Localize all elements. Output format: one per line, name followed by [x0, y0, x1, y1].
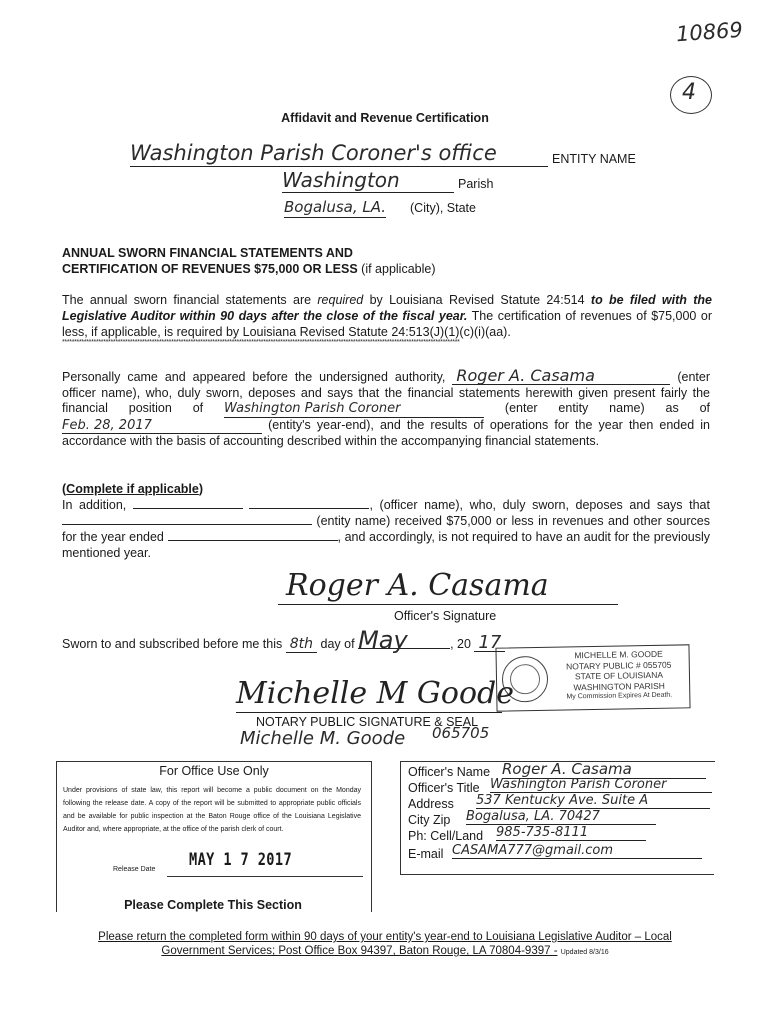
release-date-line — [167, 876, 363, 877]
office-use-title: For Office Use Only — [159, 764, 269, 778]
officer-blank-1[interactable] — [133, 508, 243, 509]
complete-d: sources for the year ended — [62, 514, 710, 544]
section-heading — [62, 245, 722, 277]
affidavit-b: (enter officer name), who, duly sworn, deposes and says that the financial statements herewith given present fairly the financial position of — [62, 370, 710, 415]
officer-blank-2[interactable] — [249, 508, 369, 509]
footer-line2: Government Services; Post Office Box 94397, Baton Rouge, LA 70804-9397 - — [161, 945, 558, 957]
affidavit-a: Personally came and appeared before the undersigned authority, — [62, 370, 446, 384]
sworn-day: 8th — [286, 636, 317, 653]
officer-title-label: Officer's Title — [408, 781, 480, 795]
phone-label: Ph: Cell/Land — [408, 829, 484, 843]
entity-name-affidavit-value: Washington Parish Coroner — [224, 401, 484, 418]
circled-number-text: 4 — [682, 80, 696, 105]
complete-if-applicable — [62, 481, 710, 561]
notary-number: 065705 — [432, 724, 490, 742]
intro-paragraph — [62, 292, 712, 340]
release-label: Release Date — [113, 866, 156, 873]
notary-printed-name: Michelle M. Goode — [240, 728, 406, 749]
parish-value: Washington — [282, 168, 454, 193]
page-title: Affidavit and Revenue Certification — [281, 111, 489, 125]
parish-label: Parish — [458, 177, 494, 191]
sworn-c: , 20 — [450, 637, 471, 651]
affidavit-paragraph — [62, 368, 710, 450]
section-heading-line1: ANNUAL SWORN FINANCIAL STATEMENTS AND — [62, 246, 353, 260]
intro-c: by Louisiana Revised Statute 24:514 — [369, 293, 585, 307]
reference-number: 10869 — [675, 17, 744, 47]
address-label: Address — [408, 797, 454, 811]
sworn-a: Sworn to and subscribed before me this — [62, 637, 283, 651]
notary-stamp — [495, 644, 690, 711]
intro-e: The certification of revenues of $75,000 or less, if applicable, is required by Louisiana Revised Statute 24:513(J)(1)(c)(i)(aa). — [62, 309, 712, 339]
officer-signature-label: Officer's Signature — [394, 609, 497, 623]
notary-signature-label: NOTARY PUBLIC SIGNATURE & SEAL — [256, 715, 479, 729]
sworn-month: May — [358, 632, 450, 649]
phone-field[interactable]: 985-735-8111 — [496, 825, 646, 841]
intro-required: required — [317, 293, 364, 307]
complete-b: , (officer name), who, duly sworn, deposes and says that — [369, 498, 710, 512]
officer-signature: Roger A. Casama — [286, 568, 549, 603]
complete-f: the previously mentioned year. — [62, 530, 710, 560]
officer-info-bottom — [400, 874, 714, 875]
year-ended-blank[interactable] — [168, 540, 338, 541]
sworn-line — [62, 626, 522, 654]
city-state-label: (City), State — [410, 201, 476, 215]
notary-stamp-text — [551, 648, 688, 703]
officer-name-value: Roger A. Casama — [452, 368, 670, 385]
city-zip-label: City Zip — [408, 813, 451, 827]
address-field[interactable]: 537 Kentucky Ave. Suite A — [476, 793, 710, 809]
heading-open: ( — [62, 482, 67, 496]
sworn-year: 17 — [474, 635, 505, 652]
city-zip-field[interactable]: Bogalusa, LA. 70427 — [466, 809, 656, 825]
complete-a: In addition, — [62, 498, 127, 512]
entity-name-label: ENTITY NAME — [552, 152, 636, 166]
entity-blank[interactable] — [62, 524, 312, 525]
footer — [40, 930, 730, 960]
officer-name-field[interactable]: Roger A. Casama — [502, 760, 706, 779]
stamp-line5: My Commission Expires At Death. — [566, 691, 673, 701]
email-label: E-mail — [408, 847, 444, 861]
complete-heading — [62, 481, 710, 497]
city-value: Bogalusa, LA. — [284, 198, 387, 216]
release-stamp: MAY 1 7 2017 — [189, 850, 293, 870]
email-field[interactable]: CASAMA777@gmail.com — [452, 843, 702, 859]
year-end-date-value: Feb. 28, 2017 — [62, 418, 262, 435]
notary-signature-line — [236, 712, 502, 713]
officer-name-label: Officer's Name — [408, 765, 491, 779]
please-complete: Please Complete This Section — [124, 898, 302, 912]
footer-line1: Please return the completed form within 90 days of your entity's year-end to Louisiana Legislative Auditor – Local — [98, 931, 672, 943]
stamp-line2: NOTARY PUBLIC # 055705 — [566, 659, 672, 671]
complete-e: , and accordingly, is not required to have an audit for — [337, 530, 630, 544]
stamp-line3: STATE OF LOUISIANA — [574, 669, 664, 682]
office-use-text: Under provisions of state law, this report will become a public document on the Monday following the release date. A copy of the report will be submitted to appropriate public officials and be available for public inspection at the Baton Rouge office of the Louisiana Legislative Auditor and, where appropriate, at the office of the parish clerk of court. — [63, 787, 361, 833]
section-heading-suffix: (if applicable) — [361, 262, 436, 276]
office-use-box — [56, 761, 372, 912]
notary-signature: Michelle M Goode — [236, 676, 514, 711]
star-divider: ******************************************************************************************************************************************************************** — [62, 339, 460, 346]
officer-signature-line — [278, 604, 618, 605]
footer-updated: Updated 8/3/16 — [560, 949, 609, 956]
section-heading-line2: CERTIFICATION OF REVENUES $75,000 OR LESS — [62, 262, 358, 276]
entity-name-value: Washington Parish Coroner's office — [130, 140, 548, 167]
stamp-line4: WASHINGTON PARISH — [573, 680, 665, 692]
footer-line2-wrap — [40, 944, 730, 960]
intro-d: to be filed with the Legislative Auditor within 90 days after the close of the fiscal year. — [62, 293, 712, 323]
sworn-b: day of — [320, 637, 355, 651]
complete-c: (entity name) received $75,000 or less in revenues and other — [316, 514, 662, 528]
affidavit-d: (entity's year-end), and the results of operations for the year then ended in accordance with the basis of accounting described within the accompanying financial statements. — [62, 417, 710, 448]
affidavit-c: (enter entity name) as of — [504, 401, 710, 415]
section-heading-line2-wrap — [62, 261, 722, 277]
intro-a: The annual sworn financial statements are — [62, 293, 312, 307]
officer-title-field[interactable]: Washington Parish Coroner — [490, 777, 712, 793]
heading-text: Complete if applicable — [66, 482, 199, 496]
stamp-line1: MICHELLE M. GOODE — [574, 648, 663, 661]
heading-close: ) — [198, 482, 204, 496]
